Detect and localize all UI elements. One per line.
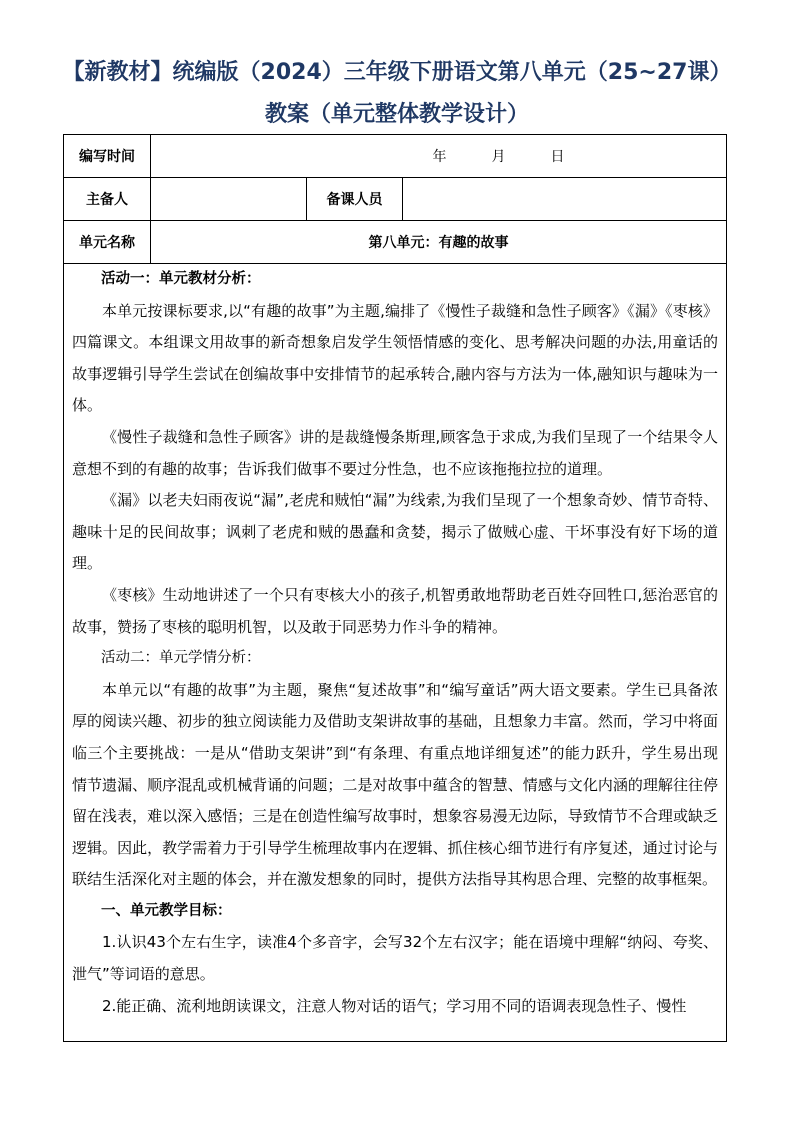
activity2-heading: 活动二：单元学情分析： bbox=[101, 650, 261, 667]
paragraph-lesson-tailor: 《慢性子裁缝和急性子顾客》讲的是裁缝慢条斯理,顾客急于求成,为我们呈现了一个结果令人意想不到的有趣的故事；告诉我们做事不要过分性急，也不应该拖拖拉拉的道理。 bbox=[72, 427, 719, 478]
row-content bbox=[64, 264, 727, 1042]
row-preparers bbox=[64, 178, 727, 221]
paragraph-lesson-zaohe: 《枣核》生动地讲述了一个只有枣核大小的孩子,机智勇敢地帮助老百姓夺回牲口,惩治恶官的故事，赞扬了枣核的聪明机智，以及敢于同恶势力作斗争的精神。 bbox=[72, 585, 719, 636]
lesson-plan-table bbox=[63, 134, 727, 1042]
goal-item-1: 1.认识43个左右生字，读准4个多音字，会写32个左右汉字；能在语境中理解“纳闷、夸奖、泄气”等词语的意思。 bbox=[72, 933, 719, 984]
unit-name-value: 第八单元：有趣的故事 bbox=[151, 221, 727, 264]
activity1-heading: 活动一：单元教材分析： bbox=[101, 271, 261, 287]
paragraph-unit-overview: 本单元按课标要求,以“有趣的故事”为主题,编排了《慢性子裁缝和急性子顾客》《漏》《枣核》四篇课文。本组课文用故事的新奇想象启发学生领悟情感的变化、思考解决问题的办法,用童话的故事逻辑引导学生尝试在创编故事中安排情节的起承转合,融内容与方法为一体,融知识与趣味为一体。 bbox=[72, 301, 719, 415]
goal-item-2: 2.能正确、流利地朗读课文，注意人物对话的语气；学习用不同的语调表现急性子、慢性 bbox=[102, 996, 687, 1015]
row-unit-name bbox=[64, 221, 727, 264]
date-year-label: 年 bbox=[432, 149, 447, 165]
paragraph-learner-analysis: 本单元以“有趣的故事”为主题，聚焦“复述故事”和“编写童话”两大语文要素。学生已具备浓厚的阅读兴趣、初步的独立阅读能力及借助支架讲故事的基础，且想象力丰富。然而，学习中将面临三个主要挑战：一是从“借助支架讲”到“有条理、有重点地详细复述”的能力跃升，学生易出现情节遗漏、顺序混乱或机械背诵的问题；二是对故事中蕴含的智慧、情感与文化内涵的理解往往停留在浅表，难以深入感悟；三是在创造性编写故事时，想象容易漫无边际，导致情节不合理或缺乏逻辑。因此，教学需着力于引导学生梳理故事内在逻辑、抓住核心细节进行有序复述，通过讨论与联结生活深化对主题的体会，并在激发想象的同时，提供方法指导其构思合理、完整的故事框架。 bbox=[72, 680, 719, 889]
document-title-line2: 教案（单元整体教学设计） bbox=[264, 102, 529, 127]
content-cell bbox=[64, 264, 727, 1042]
team-members-field[interactable] bbox=[403, 178, 727, 221]
writing-time-field[interactable] bbox=[151, 135, 727, 178]
label-main-preparer: 主备人 bbox=[64, 178, 151, 221]
row-writing-time bbox=[64, 135, 727, 178]
main-preparer-field[interactable] bbox=[151, 178, 307, 221]
date-month-label: 月 bbox=[491, 149, 506, 165]
content-body bbox=[72, 264, 718, 1022]
paragraph-lesson-leak: 《漏》以老夫妇雨夜说“漏”,老虎和贼怕“漏”为线索,为我们呈现了一个想象奇妙、情节奇特、趣味十足的民间故事；讽刺了老虎和贼的愚蠢和贪婪，揭示了做贼心虚、干坏事没有好下场的道理。 bbox=[72, 491, 719, 573]
goals-heading: 一、单元教学目标： bbox=[101, 902, 232, 919]
date-day-label: 日 bbox=[550, 149, 565, 165]
label-team-members: 备课人员 bbox=[307, 178, 403, 221]
label-unit-name: 单元名称 bbox=[64, 221, 151, 264]
label-writing-time: 编写时间 bbox=[64, 135, 151, 178]
document-title-line1: 【新教材】统编版（2024）三年级下册语文第八单元（25~27课） bbox=[62, 60, 732, 85]
